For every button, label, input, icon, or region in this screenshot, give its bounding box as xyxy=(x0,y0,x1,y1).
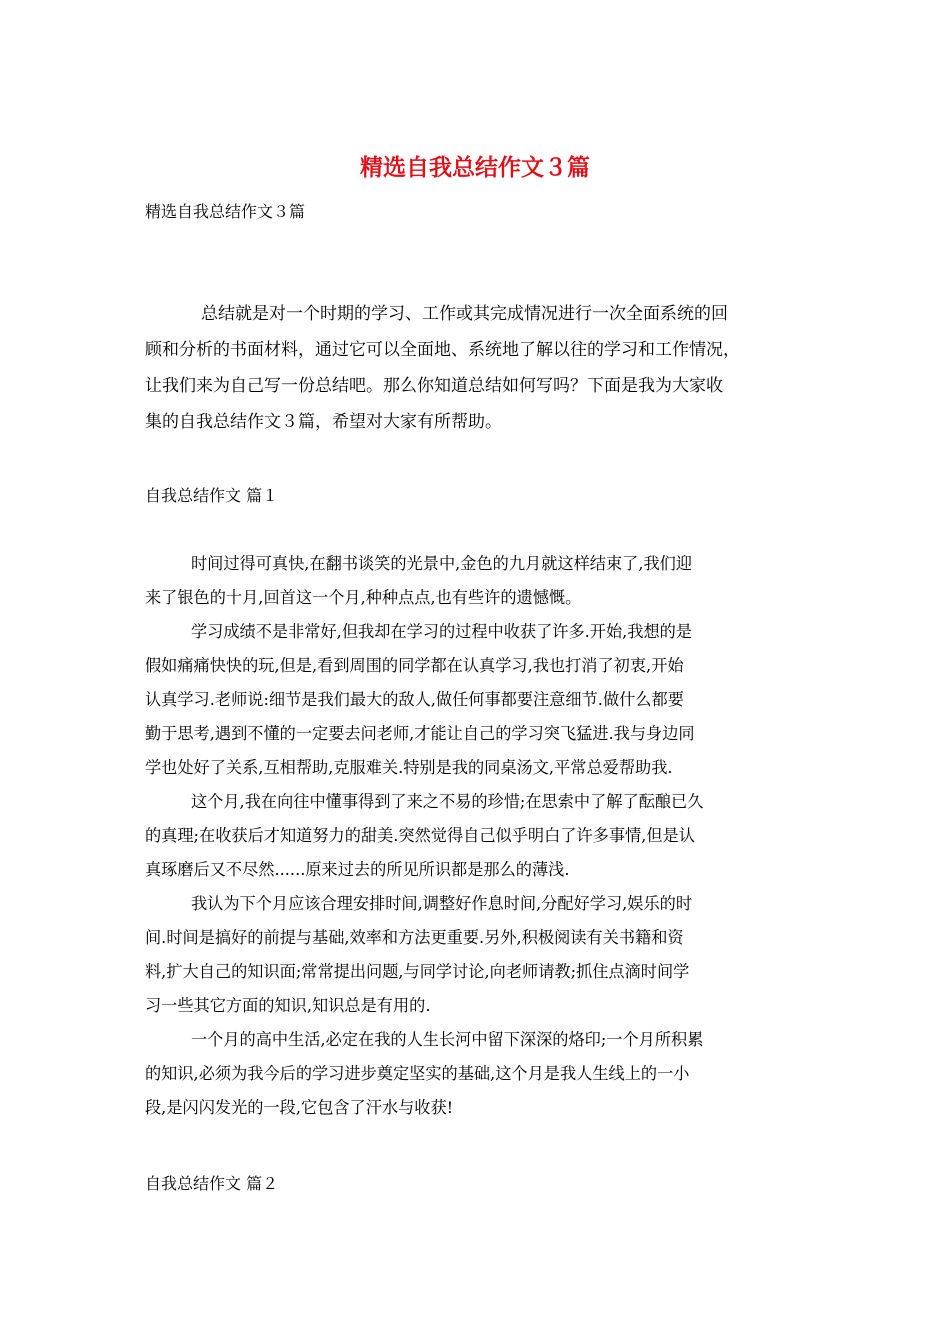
intro-line: 让我们来为自己写一份总结吧。那么你知道总结如何写吗？下面是我为大家收 xyxy=(145,376,723,396)
body-line: 一个月的高中生活,必定在我的人生长河中留下深深的烙印;一个月所积累 xyxy=(191,1030,704,1049)
document-subtitle: 精选自我总结作文３篇 xyxy=(145,202,306,221)
body-line: 这个月,我在向往中懂事得到了来之不易的珍惜;在思索中了解了酝酿已久 xyxy=(191,792,704,811)
body-line: 认真学习.老师说:细节是我们最大的敌人,做任何事都要注意细节.做什么都要 xyxy=(145,690,684,709)
body-line: 间.时间是搞好的前提与基础,效率和方法更重要.另外,积极阅读有关书籍和资 xyxy=(145,928,684,947)
body-line: 的真理;在收获后才知道努力的甜美.突然觉得自己似乎明白了许多事情,但是认 xyxy=(145,826,695,845)
intro-line: 总结就是对一个时期的学习、工作或其完成情况进行一次全面系统的回 xyxy=(201,304,728,324)
body-line: 料,扩大自己的知识面;常常提出问题,与同学讨论,向老师请教;抓住点滴时间学 xyxy=(145,962,690,981)
body-line: 来了银色的十月,回首这一个月,种种点点,也有些许的遗憾慨。 xyxy=(145,588,582,607)
body-line: 真琢磨后又不尽然......原来过去的所见所识都是那么的薄浅. xyxy=(145,860,570,879)
section-1-body xyxy=(145,547,815,1125)
body-line: 我认为下个月应该合理安排时间,调整好作息时间,分配好学习,娱乐的时 xyxy=(191,894,693,913)
body-line: 习一些其它方面的知识,知识总是有用的. xyxy=(145,996,431,1015)
section-heading-1: 自我总结作文 篇１ xyxy=(145,486,279,505)
intro-paragraph xyxy=(145,296,815,440)
body-line: 的知识,必须为我今后的学习进步奠定坚实的基础,这个月是我人生线上的一小 xyxy=(145,1064,690,1083)
section-heading-2: 自我总结作文 篇２ xyxy=(145,1174,279,1193)
intro-line: 顾和分析的书面材料，通过它可以全面地、系统地了解以往的学习和工作情况， xyxy=(145,340,740,360)
body-line: 段,是闪闪发光的一段,它包含了汗水与收获! xyxy=(145,1098,454,1117)
body-line: 时间过得可真快,在翻书谈笑的光景中,金色的九月就这样结束了,我们迎 xyxy=(191,554,693,573)
body-line: 学也处好了关系,互相帮助,克服难关.特别是我的同桌汤文,平常总爱帮助我. xyxy=(145,758,673,777)
body-line: 假如痛痛快快的玩,但是,看到周围的同学都在认真学习,我也打消了初衷,开始 xyxy=(145,656,684,675)
body-line: 勤于思考,遇到不懂的一定要去问老师,才能让自己的学习突飞猛进.我与身边同 xyxy=(145,724,695,743)
body-line: 学习成绩不是非常好,但我却在学习的过程中收获了许多.开始,我想的是 xyxy=(191,622,693,641)
document-title: 精选自我总结作文３篇 xyxy=(360,154,590,181)
intro-line: 集的自我总结作文３篇，希望对大家有所帮助。 xyxy=(145,412,502,432)
